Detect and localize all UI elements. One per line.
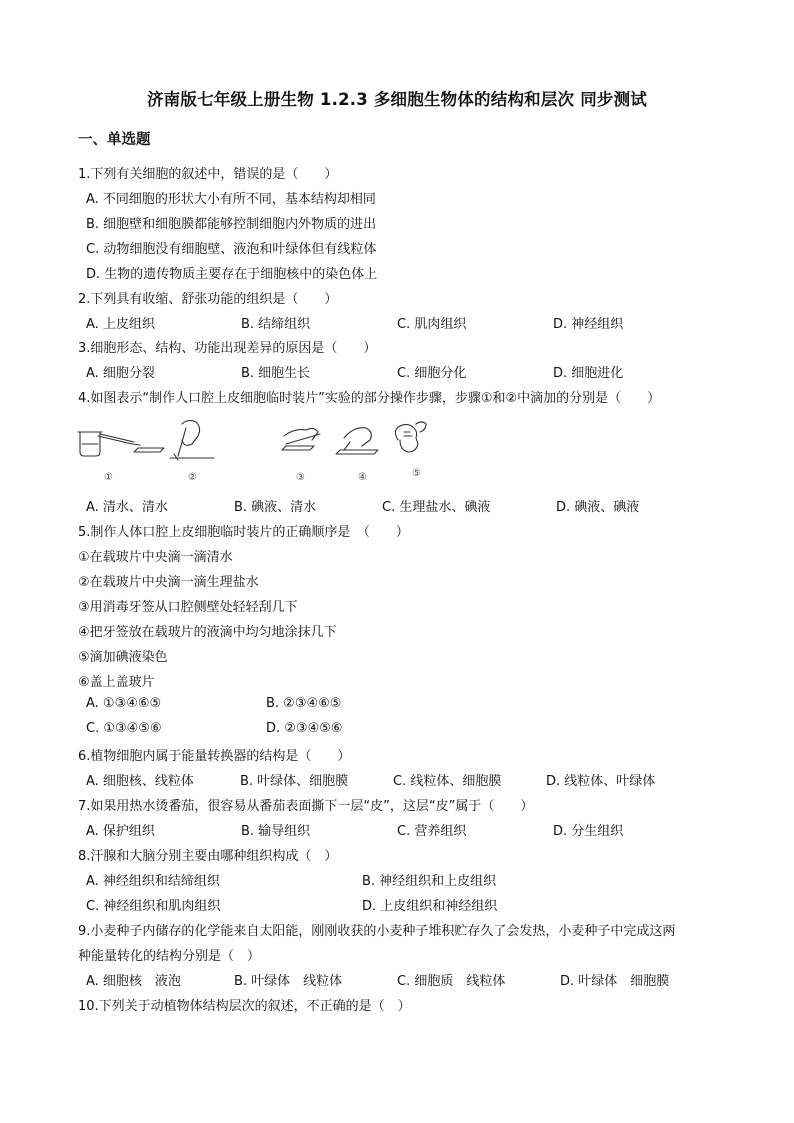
step-5-illustration xyxy=(395,422,426,452)
question-8-option-c[interactable]: C. 神经组织和肌肉组织 xyxy=(86,899,221,914)
question-9-stem: 9.小麦种子内储存的化学能来自太阳能，刚刚收获的小麦种子堆积贮存久了会发热，小麦种子中完成这两 xyxy=(78,924,676,939)
question-3-option-d[interactable]: D. 细胞进化 xyxy=(553,366,624,381)
page-title: 济南版七年级上册生物 1.2.3 多细胞生物体的结构和层次 同步测试 xyxy=(146,90,647,109)
question-8-option-b[interactable]: B. 神经组织和上皮组织 xyxy=(362,874,497,889)
question-9-stem-continued: 种能量转化的结构分别是（ ） xyxy=(78,949,261,964)
question-9-option-d[interactable]: D. 叶绿体 细胞膜 xyxy=(560,974,670,989)
question-5-step-2: ②在载玻片中央滴一滴生理盐水 xyxy=(78,575,259,590)
question-3-option-c[interactable]: C. 细胞分化 xyxy=(397,366,467,381)
question-6-option-d[interactable]: D. 线粒体、叶绿体 xyxy=(546,774,656,789)
question-1-stem: 1.下列有关细胞的叙述中，错误的是（ ） xyxy=(78,167,338,182)
question-5-stem: 5.制作人体口腔上皮细胞临时装片的正确顺序是 （ ） xyxy=(78,525,409,540)
step-1-label: ① xyxy=(104,472,113,483)
question-7-option-c[interactable]: C. 营养组织 xyxy=(397,824,467,839)
question-8-stem: 8.汗腺和大脑分别主要由哪种组织构成（ ） xyxy=(78,849,338,864)
step-1-illustration xyxy=(78,432,164,456)
question-5-step-1: ①在载玻片中央滴一滴清水 xyxy=(78,550,233,565)
question-7-option-a[interactable]: A. 保护组织 xyxy=(86,824,155,839)
question-4-stem: 4.如图表示“制作人口腔上皮细胞临时装片”实验的部分操作步骤，步骤①和②中滴加的分别是（ ） xyxy=(78,391,661,406)
experiment-steps-figure xyxy=(74,414,444,488)
question-1-option-c[interactable]: C. 动物细胞没有细胞壁、液泡和叶绿体但有线粒体 xyxy=(86,242,377,257)
question-3-option-b[interactable]: B. 细胞生长 xyxy=(241,366,311,381)
question-9-option-a[interactable]: A. 细胞核 液泡 xyxy=(86,974,181,989)
question-6-option-c[interactable]: C. 线粒体、细胞膜 xyxy=(393,774,502,789)
question-2-option-c[interactable]: C. 肌肉组织 xyxy=(397,317,467,332)
question-7-option-b[interactable]: B. 输导组织 xyxy=(241,824,311,839)
question-3-option-a[interactable]: A. 细胞分裂 xyxy=(86,366,155,381)
question-6-option-a[interactable]: A. 细胞核、线粒体 xyxy=(86,774,194,789)
question-9-option-b[interactable]: B. 叶绿体 线粒体 xyxy=(234,974,343,989)
question-1-option-a[interactable]: A. 不同细胞的形状大小有所不同，基本结构却相同 xyxy=(86,192,376,207)
section-heading: 一、单选题 xyxy=(78,132,151,148)
question-8-option-d[interactable]: D. 上皮组织和神经组织 xyxy=(362,899,498,914)
question-9-option-c[interactable]: C. 细胞质 线粒体 xyxy=(397,974,506,989)
step-3-illustration xyxy=(282,428,320,450)
question-2-option-a[interactable]: A. 上皮组织 xyxy=(86,317,155,332)
question-6-stem: 6.植物细胞内属于能量转换器的结构是（ ） xyxy=(78,749,351,764)
step-3-label: ③ xyxy=(296,472,305,483)
step-4-label: ④ xyxy=(358,472,367,483)
question-1-option-b[interactable]: B. 细胞壁和细胞膜都能够控制细胞内外物质的进出 xyxy=(86,217,377,232)
question-5-option-c[interactable]: C. ①③④⑤⑥ xyxy=(86,721,162,736)
question-2-option-b[interactable]: B. 结缔组织 xyxy=(241,317,311,332)
question-4-option-b[interactable]: B. 碘液、清水 xyxy=(234,500,317,515)
question-10-stem: 10.下列关于动植物体结构层次的叙述，不正确的是（ ） xyxy=(78,999,411,1014)
step-2-illustration xyxy=(170,420,214,460)
question-5-option-b[interactable]: B. ②③④⑥⑤ xyxy=(266,696,342,711)
question-5-step-3: ③用消毒牙签从口腔侧壁处轻轻刮几下 xyxy=(78,600,298,615)
question-5-step-6: ⑥盖上盖玻片 xyxy=(78,675,155,690)
question-4-option-c[interactable]: C. 生理盐水、碘液 xyxy=(382,500,491,515)
question-5-step-4: ④把牙签放在载玻片的液滴中均匀地涂抹几下 xyxy=(78,625,337,640)
question-5-option-a[interactable]: A. ①③④⑥⑤ xyxy=(86,696,162,711)
question-4-option-d[interactable]: D. 碘液、碘液 xyxy=(556,500,640,515)
question-7-option-d[interactable]: D. 分生组织 xyxy=(553,824,624,839)
question-8-option-a[interactable]: A. 神经组织和结缔组织 xyxy=(86,874,220,889)
question-1-option-d[interactable]: D. 生物的遗传物质主要存在于细胞核中的染色体上 xyxy=(86,267,378,282)
step-5-label: ⑤ xyxy=(412,468,421,479)
question-3-stem: 3.细胞形态、结构、功能出现差异的原因是（ ） xyxy=(78,341,377,356)
question-7-stem: 7.如果用热水烫番茄，很容易从番茄表面撕下一层“皮”，这层“皮”属于（ ） xyxy=(78,799,534,814)
question-6-option-b[interactable]: B. 叶绿体、细胞膜 xyxy=(240,774,349,789)
step-2-label: ② xyxy=(188,472,197,483)
question-5-option-d[interactable]: D. ②③④⑤⑥ xyxy=(266,721,343,736)
question-2-option-d[interactable]: D. 神经组织 xyxy=(553,317,624,332)
question-5-step-5: ⑤滴加碘液染色 xyxy=(78,650,168,665)
step-4-illustration xyxy=(336,428,378,454)
question-4-option-a[interactable]: A. 清水、清水 xyxy=(86,500,168,515)
question-2-stem: 2.下列具有收缩、舒张功能的组织是（ ） xyxy=(78,292,338,307)
